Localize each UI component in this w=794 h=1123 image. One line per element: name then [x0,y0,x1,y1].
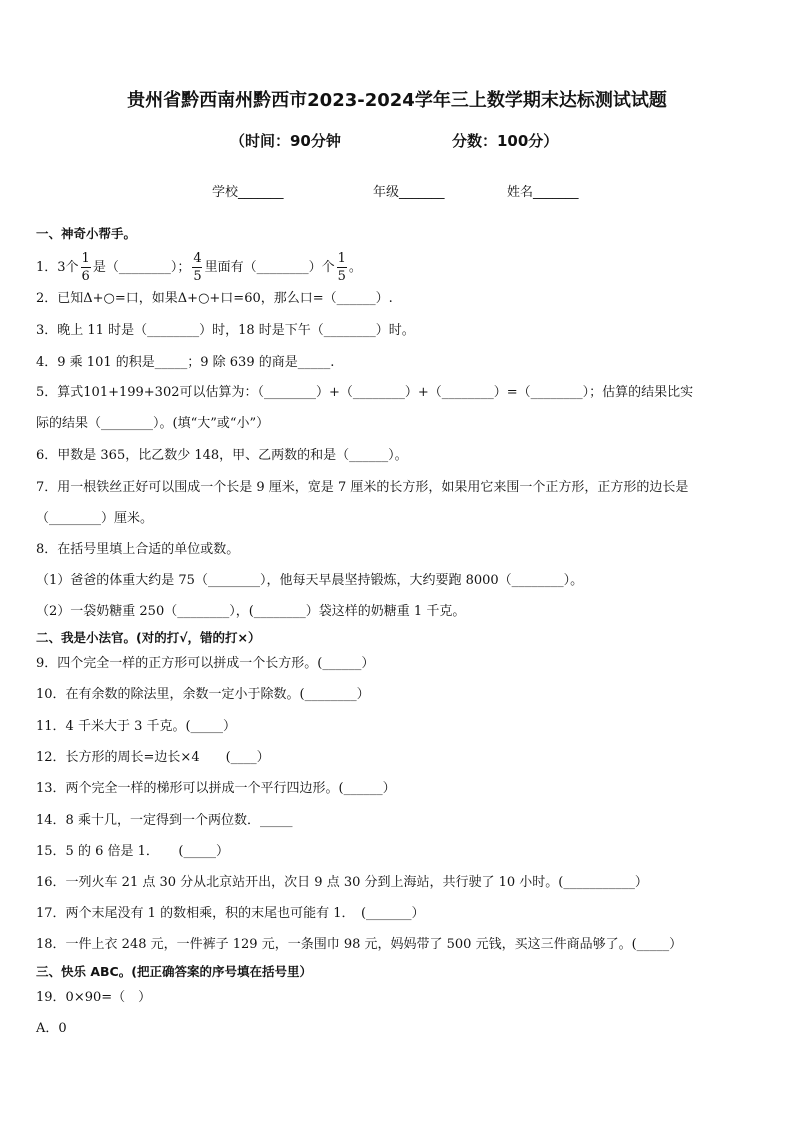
question-17: 17．两个末尾没有 1 的数相乘，积的末尾也可能有 1． (_______） [36,906,425,921]
question-8: 8．在括号里填上合适的单位或数。 [36,542,240,557]
question-19: 19．0×90=（ ） [36,990,152,1005]
question-12: 12．长方形的周长=边长×4 (____） [36,750,270,765]
section-3-heading: 三、快乐 ABC。(把正确答案的序号填在括号里） [36,964,312,979]
q1-text-d: 。 [348,260,362,275]
question-13: 13．两个完全一样的梯形可以拼成一个平行四边形。(______） [36,781,396,796]
grade-field: 年级_______ [373,185,445,200]
exam-score: 分数：100分） [452,132,559,150]
question-7-line-1: 7．用一根铁丝正好可以围成一个长是 9 厘米，宽是 7 厘米的长方形，如果用它来围一个正方形，正方形的边长是 [36,480,689,495]
school-field: 学校_______ [212,185,284,200]
question-8-2: （2）一袋奶糖重 250（________），(________）袋这样的奶糖重 1 千克。 [36,604,466,619]
question-10: 10．在有余数的除法里，余数一定小于除数。(________） [36,687,370,702]
q1-text-c: 里面有（________）个 [204,260,335,275]
question-2: 2．已知Δ+○=口，如果Δ+○+口=60，那么口=（______）. [36,291,393,306]
question-16: 16．一列火车 21 点 30 分从北京站开出，次日 9 点 30 分到上海站，共行驶了 10 小时。(___________） [36,875,648,890]
question-1 [36,252,760,283]
question-5-line-1: 5．算式101+199+302可以估算为：（________）+（________）+（________）=（________）；估算的结果比实 [36,385,694,400]
exam-time: （时间：90分钟 [230,132,341,150]
q1-text-b: 是（________）； [92,260,191,275]
question-8-1: （1）爸爸的体重大约是 75（________），他每天早晨坚持锻炼，大约要跑 8000（________）。 [36,573,584,588]
page-title: 贵州省黔西南州黔西市2023-2024学年三上数学期末达标测试试题 [127,90,667,111]
question-15: 15．5 的 6 倍是 1． (_____） [36,844,229,859]
question-4: 4．9 乘 101 的积是_____；9 除 639 的商是_____. [36,355,335,370]
section-1-heading: 一、神奇小帮手。 [36,226,137,241]
section-2-heading: 二、我是小法官。(对的打√，错的打×） [36,630,261,645]
question-7-line-2: （________）厘米。 [36,511,154,526]
fraction-1-6: $\frac{1}{6}$ [81,251,90,284]
question-11: 11．4 千米大于 3 千克。(_____） [36,719,237,734]
fraction-4-5: $\frac{4}{5}$ [193,251,202,284]
name-field: 姓名_______ [507,185,579,200]
question-6: 6．甲数是 365，比乙数少 148，甲、乙两数的和是（______）。 [36,448,408,463]
question-19-option-a: A．0 [36,1021,67,1036]
question-9: 9．四个完全一样的正方形可以拼成一个长方形。(______） [36,656,375,671]
question-5-line-2: 际的结果（________）。(填“大”或“小”） [36,416,270,431]
fraction-1-5: $\frac{1}{5}$ [337,251,346,284]
question-3: 3．晚上 11 时是（________）时，18 时是下午（________）时。 [36,323,415,338]
q1-text-a: 1．3个 [36,260,79,275]
question-14: 14．8 乘十几，一定得到一个两位数．_____ [36,813,293,828]
question-18: 18．一件上衣 248 元，一件裤子 129 元，一条围巾 98 元，妈妈带了 500 元钱，买这三件商品够了。(_____） [36,937,683,952]
